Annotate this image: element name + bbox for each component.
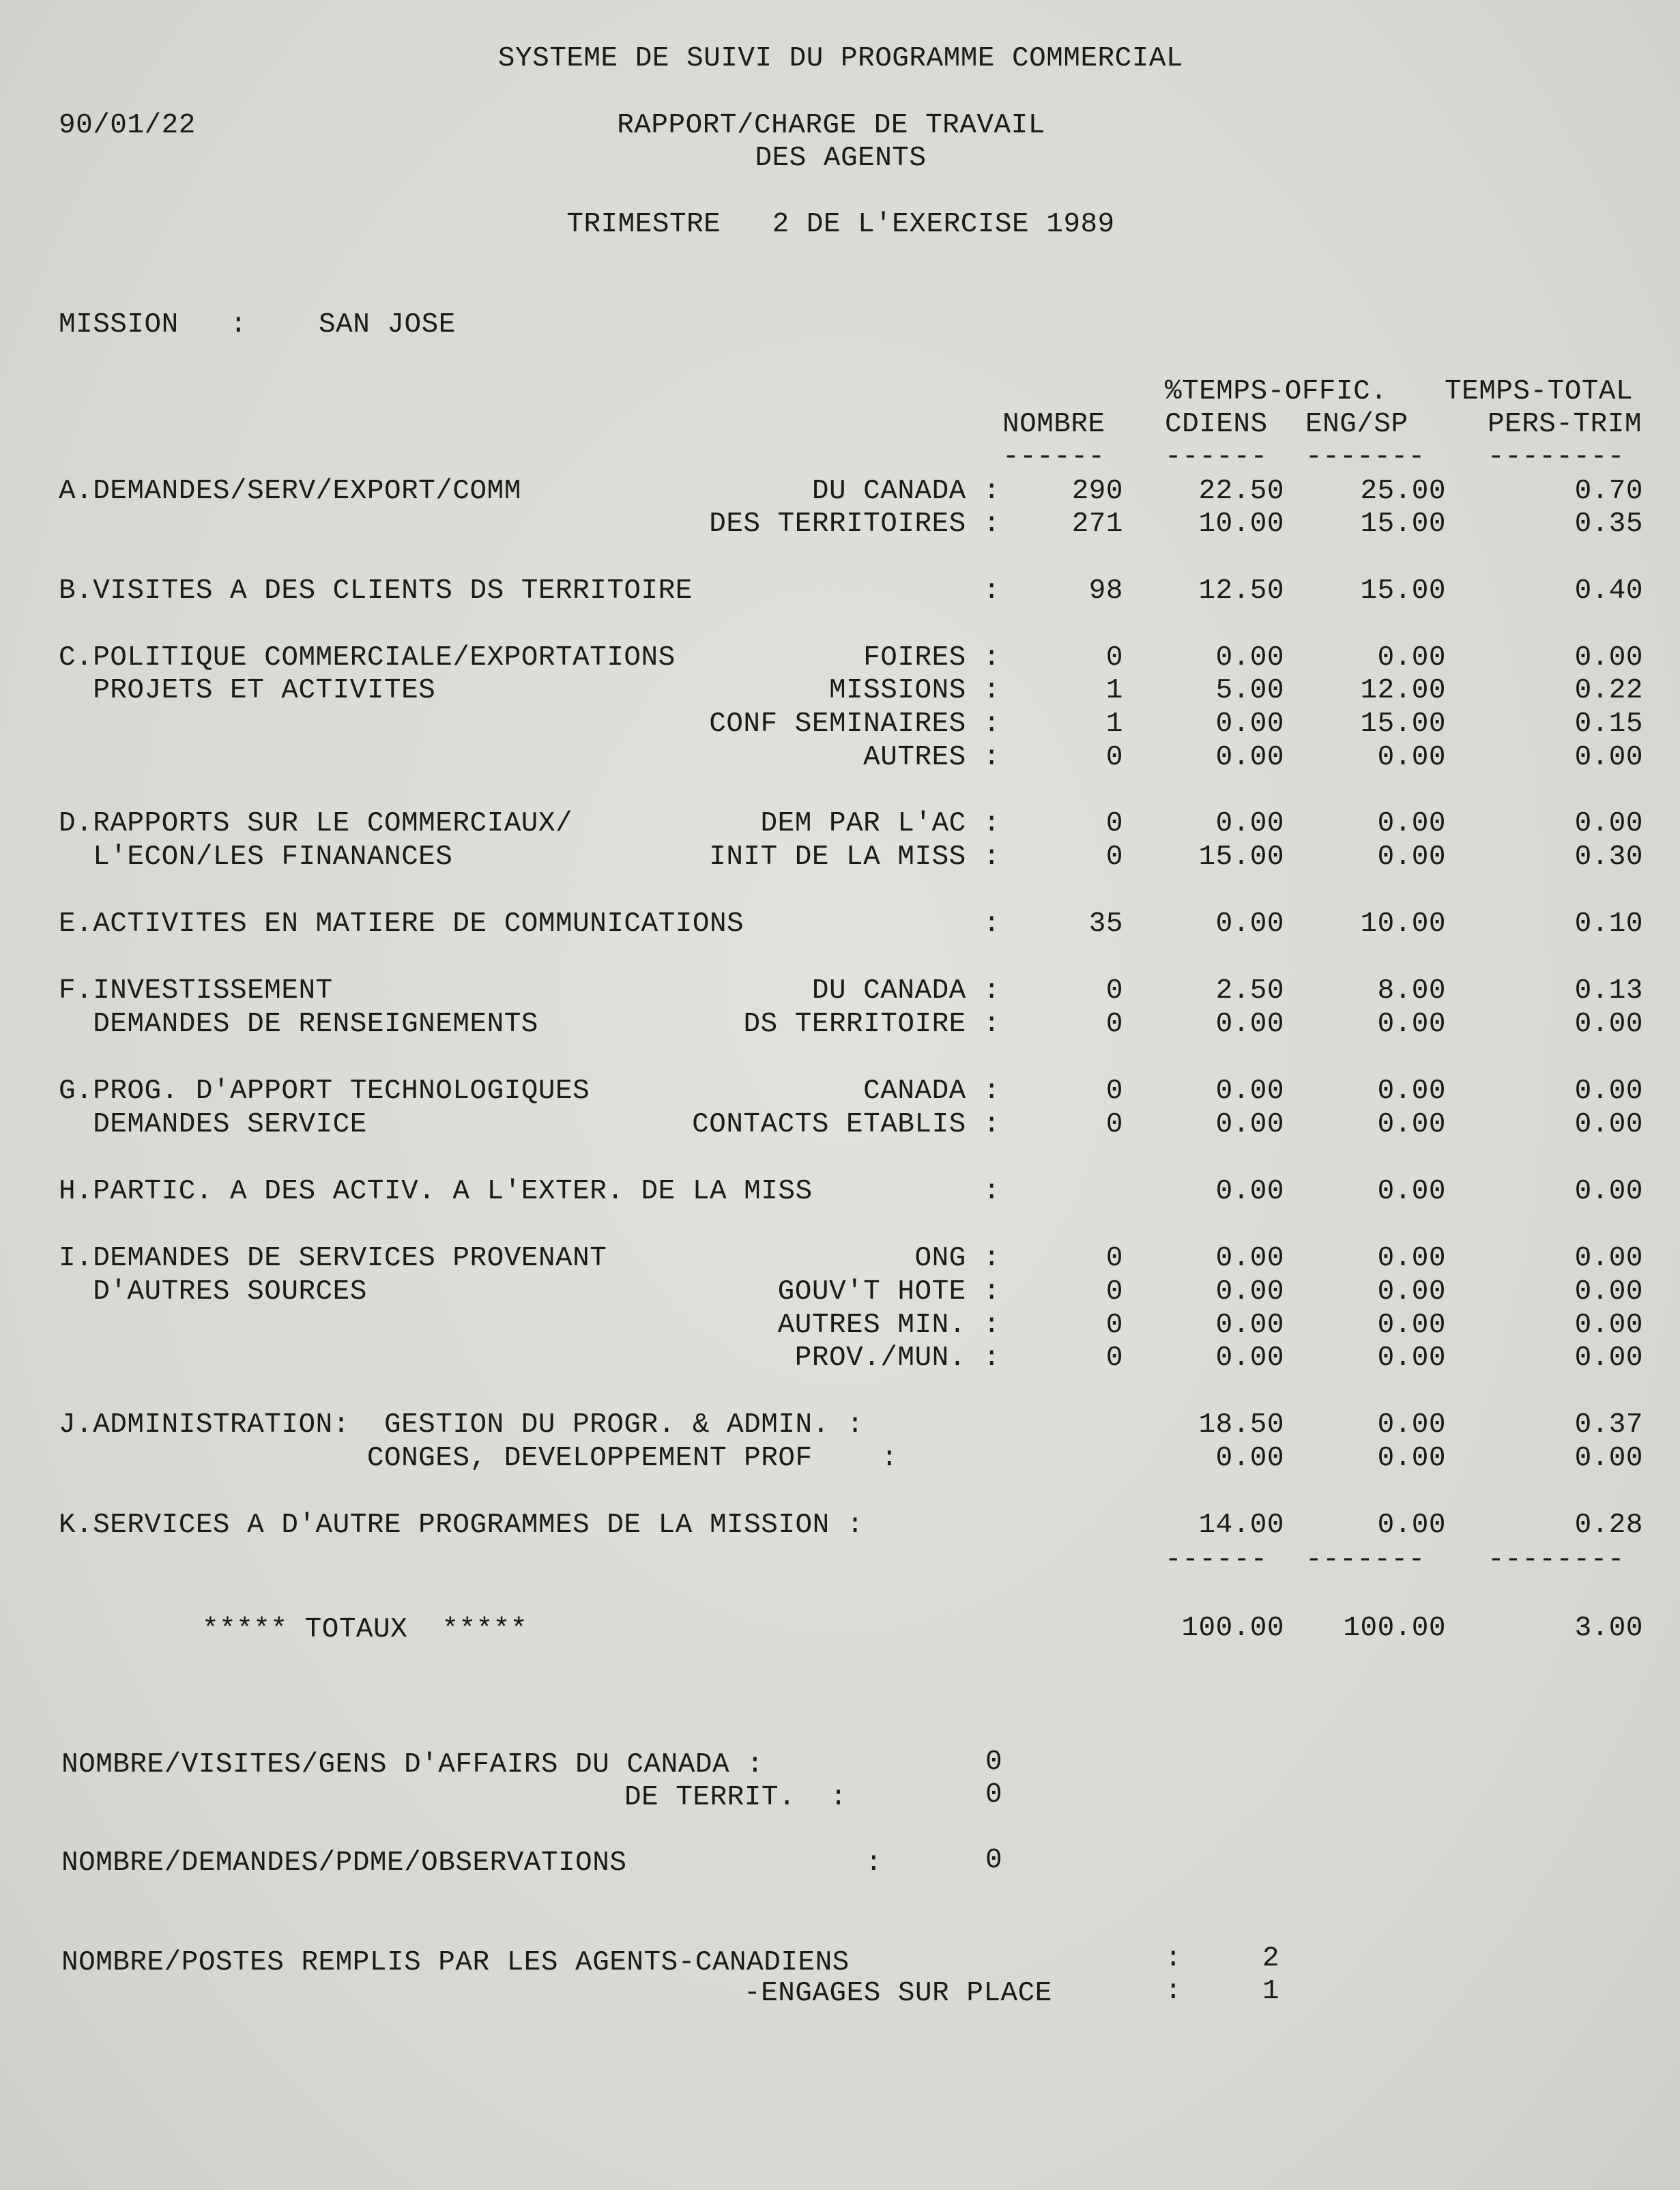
postes-colon: : [1165,1943,1183,1974]
system-title: SYSTEME DE SUIVI DU PROGRAMME COMMERCIAL [497,43,1184,74]
row-eng-sp: 0.00 [1377,1076,1446,1107]
row-pers-trim: 0.70 [1574,476,1643,507]
pdme-colon: : [865,1847,883,1879]
totals-divider-pers-trim: -------- [1488,1544,1625,1576]
row-nombre: 0 [1105,1009,1123,1040]
row-nombre: 0 [1105,1310,1123,1341]
engages-value: 1 [1262,1976,1280,2007]
row-label: DEMANDES SERVICE [59,1109,367,1140]
row-cdiens: 0.00 [1215,1342,1284,1374]
row-eng-sp: 15.00 [1360,575,1446,607]
visits-territ-label: DE TERRIT. : [624,1782,848,1813]
row-sublabel: CONTACTS ETABLIS : [692,1109,1000,1140]
totals-pers-trim: 3.00 [1574,1613,1643,1644]
col-divider-cdiens: ------ [1165,442,1268,473]
row-cdiens: 0.00 [1215,1109,1284,1140]
row-pers-trim: 0.00 [1574,1176,1643,1207]
row-nombre: 1 [1105,708,1123,740]
totals-label: ***** TOTAUX ***** [202,1614,527,1645]
row-pers-trim: 0.40 [1574,575,1643,607]
row-nombre: 290 [1071,476,1123,507]
row-pers-trim: 0.00 [1574,808,1643,839]
row-cdiens: 0.00 [1215,708,1284,740]
engages-label: -ENGAGES SUR PLACE [744,1978,1052,2009]
row-eng-sp: 0.00 [1377,1310,1446,1341]
row-pers-trim: 0.35 [1574,508,1643,540]
row-eng-sp: 0.00 [1377,1409,1446,1441]
row-sublabel: AUTRES : [863,742,1000,773]
col-header-pct-temps: %TEMPS-OFFIC. [1165,376,1388,407]
pdme-value: 0 [985,1845,1003,1876]
row-pers-trim: 0.00 [1574,642,1643,674]
row-sublabel: GOUV'T HOTE : [777,1276,1000,1308]
row-nombre: 0 [1105,642,1123,674]
row-eng-sp: 15.00 [1360,508,1446,540]
row-nombre: 0 [1105,808,1123,839]
row-eng-sp: 0.00 [1377,1510,1446,1541]
row-cdiens: 0.00 [1215,908,1284,940]
row-sublabel: DES TERRITOIRES : [709,508,1000,540]
col-header-eng-sp: ENG/SP [1305,409,1408,440]
row-eng-sp: 0.00 [1377,1342,1446,1374]
col-divider-pers-trim: -------- [1488,442,1625,473]
row-nombre: 0 [1105,1076,1123,1107]
row-sublabel: INIT DE LA MISS : [709,841,1000,873]
row-label: H.PARTIC. A DES ACTIV. A L'EXTER. DE LA MISS [59,1176,813,1207]
row-cdiens: 0.00 [1215,1009,1284,1040]
row-pers-trim: 0.00 [1574,742,1643,773]
totals-divider-cdiens: ------ [1165,1544,1268,1576]
visits-canada-value: 0 [985,1746,1003,1778]
row-nombre: 0 [1105,1342,1123,1374]
row-cdiens: 0.00 [1215,642,1284,674]
row-label: D'AUTRES SOURCES [59,1276,367,1308]
col-header-pers-trim: PERS-TRIM [1488,409,1642,440]
row-pers-trim: 0.00 [1574,1342,1643,1374]
row-nombre: 98 [1088,575,1123,607]
report-title-line-2: DES AGENTS [755,143,927,174]
row-cdiens: 18.50 [1198,1409,1284,1441]
row-cdiens: 2.50 [1215,975,1284,1007]
row-sublabel: : [983,575,1000,607]
row-pers-trim: 0.13 [1574,975,1643,1007]
row-eng-sp: 0.00 [1377,742,1446,773]
row-eng-sp: 15.00 [1360,708,1446,740]
postes-value: 2 [1262,1943,1280,1974]
row-label: CONGES, DEVELOPPEMENT PROF : [59,1443,899,1474]
postes-label: NOMBRE/POSTES REMPLIS PAR LES AGENTS-CANADIENS [61,1947,850,1978]
row-cdiens: 0.00 [1215,808,1284,839]
row-label: D.RAPPORTS SUR LE COMMERCIAUX/ [59,808,573,839]
row-pers-trim: 0.00 [1574,1276,1643,1308]
totals-eng-sp: 100.00 [1343,1613,1446,1644]
row-cdiens: 0.00 [1215,1176,1284,1207]
mission-value: SAN JOSE [319,309,456,341]
row-eng-sp: 0.00 [1377,642,1446,674]
row-eng-sp: 10.00 [1360,908,1446,940]
row-sublabel: CONF SEMINAIRES : [709,708,1000,740]
row-sublabel: : [983,1176,1000,1207]
row-nombre: 0 [1105,1243,1123,1274]
row-label: PROJETS ET ACTIVITES [59,675,436,706]
report-title-line-1: RAPPORT/CHARGE DE TRAVAIL [617,110,1045,141]
row-label: I.DEMANDES DE SERVICES PROVENANT [59,1243,607,1274]
report-date: 90/01/22 [59,110,196,141]
quarter-line: TRIMESTRE 2 DE L'EXERCISE 1989 [566,209,1115,240]
row-label: J.ADMINISTRATION: GESTION DU PROGR. & ADMIN. : [59,1409,864,1441]
row-pers-trim: 0.22 [1574,675,1643,706]
row-cdiens: 10.00 [1198,508,1284,540]
row-cdiens: 5.00 [1215,675,1284,706]
row-pers-trim: 0.00 [1574,1109,1643,1140]
visits-canada-label: NOMBRE/VISITES/GENS D'AFFAIRS DU CANADA : [61,1749,764,1781]
row-sublabel: ONG : [914,1243,1000,1274]
row-eng-sp: 0.00 [1377,1009,1446,1040]
row-pers-trim: 0.10 [1574,908,1643,940]
row-sublabel: MISSIONS : [828,675,1000,706]
row-cdiens: 0.00 [1215,1243,1284,1274]
row-eng-sp: 0.00 [1377,1243,1446,1274]
row-label: L'ECON/LES FINANANCES [59,841,453,873]
totals-cdiens: 100.00 [1181,1613,1284,1644]
row-label: K.SERVICES A D'AUTRE PROGRAMMES DE LA MISSION : [59,1510,864,1541]
row-pers-trim: 0.37 [1574,1409,1643,1441]
row-cdiens: 0.00 [1215,742,1284,773]
row-label: F.INVESTISSEMENT [59,975,333,1007]
row-sublabel: : [983,908,1000,940]
row-cdiens: 0.00 [1215,1310,1284,1341]
row-eng-sp: 25.00 [1360,476,1446,507]
totals-divider-eng-sp: ------- [1305,1544,1425,1576]
row-eng-sp: 0.00 [1377,1176,1446,1207]
col-divider-nombre: ------ [1002,442,1105,473]
row-pers-trim: 0.28 [1574,1510,1643,1541]
pdme-label: NOMBRE/DEMANDES/PDME/OBSERVATIONS [61,1847,627,1879]
row-label: C.POLITIQUE COMMERCIALE/EXPORTATIONS [59,642,676,674]
row-eng-sp: 0.00 [1377,1443,1446,1474]
mission-label: MISSION : [59,309,248,341]
row-nombre: 35 [1088,908,1123,940]
row-cdiens: 0.00 [1215,1443,1284,1474]
row-sublabel: PROV./MUN. : [794,1342,1000,1374]
row-cdiens: 22.50 [1198,476,1284,507]
row-nombre: 0 [1105,742,1123,773]
row-label: E.ACTIVITES EN MATIERE DE COMMUNICATIONS [59,908,744,940]
col-divider-eng-sp: ------- [1305,442,1425,473]
row-pers-trim: 0.00 [1574,1076,1643,1107]
row-cdiens: 15.00 [1198,841,1284,873]
row-cdiens: 0.00 [1215,1076,1284,1107]
row-cdiens: 14.00 [1198,1510,1284,1541]
visits-territ-value: 0 [985,1779,1003,1811]
row-sublabel: AUTRES MIN. : [777,1310,1000,1341]
row-label: G.PROG. D'APPORT TECHNOLOGIQUES [59,1076,590,1107]
row-eng-sp: 8.00 [1377,975,1446,1007]
row-eng-sp: 0.00 [1377,1276,1446,1308]
row-pers-trim: 0.00 [1574,1443,1643,1474]
row-label: B.VISITES A DES CLIENTS DS TERRITOIRE [59,575,693,607]
row-nombre: 0 [1105,841,1123,873]
row-pers-trim: 0.00 [1574,1009,1643,1040]
row-nombre: 1 [1105,675,1123,706]
row-nombre: 0 [1105,1109,1123,1140]
row-eng-sp: 0.00 [1377,1109,1446,1140]
col-header-cdiens: CDIENS [1165,409,1268,440]
row-pers-trim: 0.00 [1574,1310,1643,1341]
row-cdiens: 0.00 [1215,1276,1284,1308]
row-sublabel: DS TERRITOIRE : [743,1009,1000,1040]
row-eng-sp: 12.00 [1360,675,1446,706]
row-sublabel: DEM PAR L'AC : [760,808,1000,839]
row-sublabel: DU CANADA : [811,975,1000,1007]
row-eng-sp: 0.00 [1377,841,1446,873]
row-pers-trim: 0.00 [1574,1243,1643,1274]
row-pers-trim: 0.30 [1574,841,1643,873]
row-nombre: 271 [1071,508,1123,540]
row-pers-trim: 0.15 [1574,708,1643,740]
row-sublabel: DU CANADA : [811,476,1000,507]
row-label: DEMANDES DE RENSEIGNEMENTS [59,1009,538,1040]
col-header-nombre: NOMBRE [1002,409,1105,440]
row-sublabel: FOIRES : [863,642,1000,674]
row-sublabel: CANADA : [863,1076,1000,1107]
engages-colon: : [1165,1976,1183,2007]
row-nombre: 0 [1105,1276,1123,1308]
row-cdiens: 12.50 [1198,575,1284,607]
row-eng-sp: 0.00 [1377,808,1446,839]
row-label: A.DEMANDES/SERV/EXPORT/COMM [59,476,521,507]
row-nombre: 0 [1105,975,1123,1007]
col-header-temps-total: TEMPS-TOTAL [1445,376,1634,407]
